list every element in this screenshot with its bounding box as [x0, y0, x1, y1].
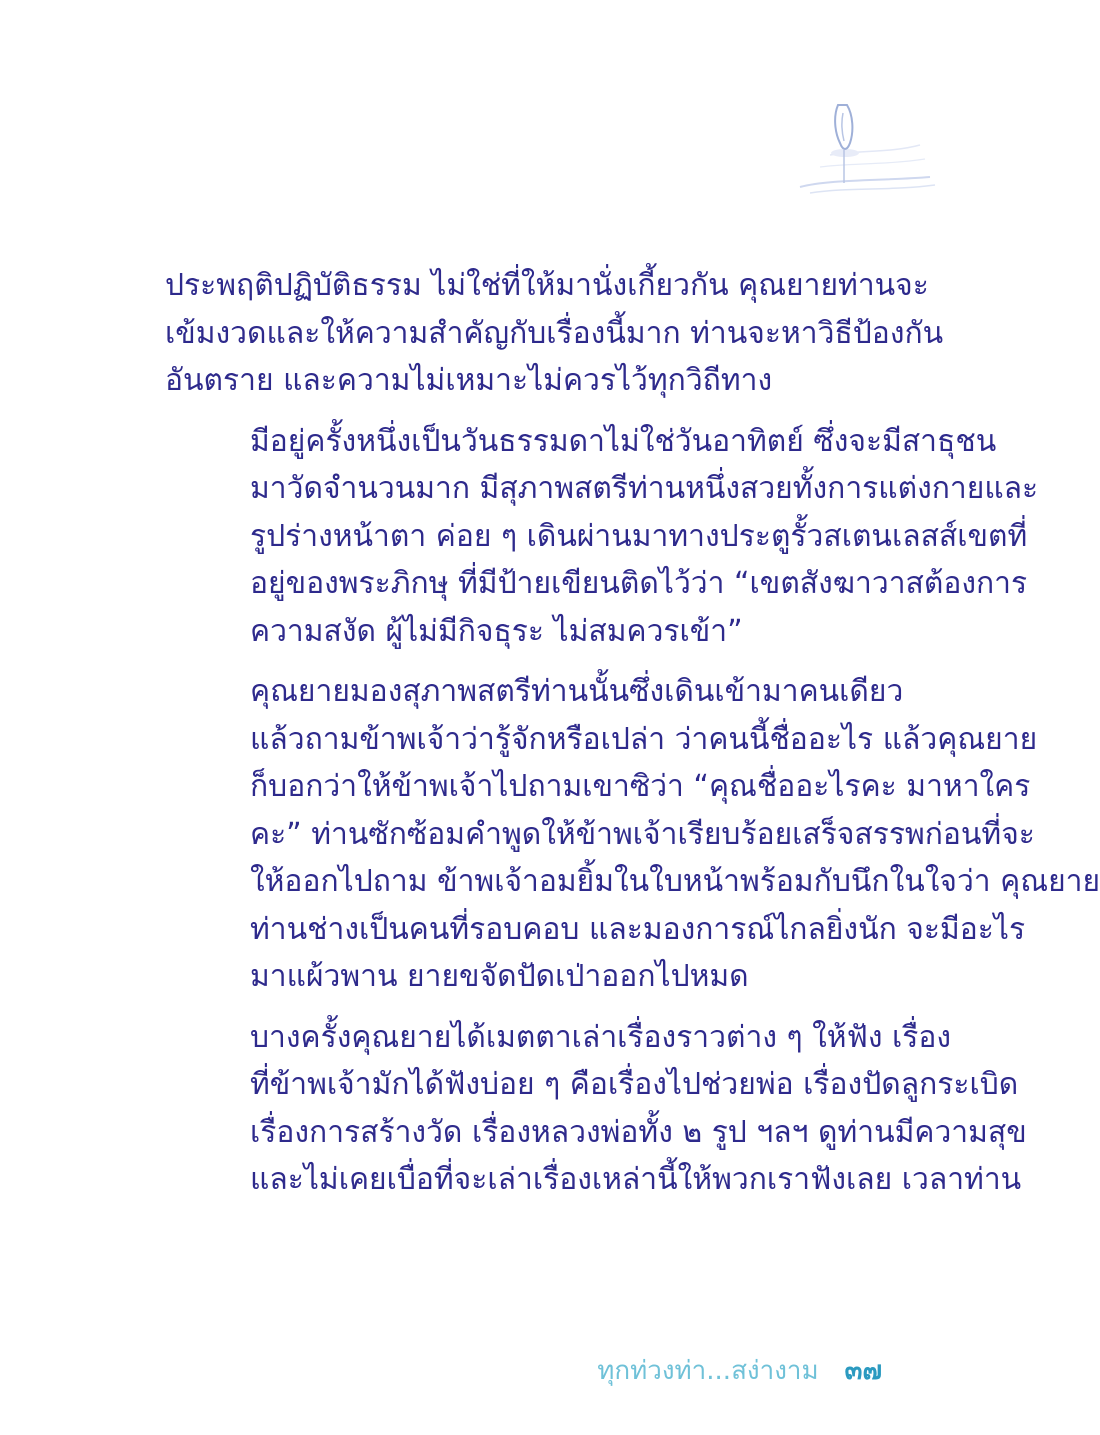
text-line: ก็บอกว่าให้ข้าพเจ้าไปถามเขาซิว่า “คุณชื่ออะไรคะ มาหาใคร	[250, 769, 1031, 804]
text-line: อันตราย และความไม่เหมาะไม่ควรไว้ทุกวิถีทาง	[165, 363, 773, 398]
text-line: อยู่ของพระภิกษุ ที่มีป้ายเขียนติดไว้ว่า “เขตสังฆาวาสต้องการ	[250, 566, 1028, 601]
footer-book-title: ทุกท่วงท่า...สง่างาม	[597, 1356, 819, 1386]
text-line: ให้ออกไปถาม ข้าพเจ้าอมยิ้มในใบหน้าพร้อมกับนึกในใจว่า คุณยาย	[250, 864, 1100, 899]
page-footer	[597, 1350, 882, 1391]
text-line: มีอยู่ครั้งหนึ่งเป็นวันธรรมดาไม่ใช่วันอาทิตย์ ซึ่งจะมีสาธุชน	[250, 423, 997, 459]
paragraph	[165, 668, 1100, 1001]
text-line: เรื่องการสร้างวัด เรื่องหลวงพ่อทั้ง ๒ รูป ฯลฯ ดูท่านมีความสุข	[250, 1114, 1027, 1150]
paragraph	[165, 1014, 1027, 1204]
text-line: มาแผ้วพาน ยายขจัดปัดเป่าออกไปหมด	[250, 959, 749, 994]
page-number: ๓๗	[844, 1356, 882, 1386]
text-line: แล้วถามข้าพเจ้าว่ารู้จักหรือเปล่า ว่าคนนี้ชื่ออะไร แล้วคุณยาย	[250, 721, 1038, 757]
text-line: รูปร่างหน้าตา ค่อย ๆ เดินผ่านมาทางประตูรั้วสเตนเลสส์เขตที่	[250, 518, 1028, 554]
text-line: และไม่เคยเบื่อที่จะเล่าเรื่องเหล่านี้ให้พวกเราฟังเลย เวลาท่าน	[250, 1162, 1022, 1197]
text-line: คะ” ท่านซักซ้อมคำพูดให้ข้าพเจ้าเรียบร้อยเสร็จสรรพก่อนที่จะ	[250, 816, 1035, 852]
body-text	[165, 262, 1100, 1217]
paragraph	[165, 262, 944, 405]
text-line: ที่ข้าพเจ้ามักได้ฟังบ่อย ๆ คือเรื่องไปช่วยพ่อ เรื่องปัดลูกระเบิด	[250, 1067, 1019, 1102]
text-line: คุณยายมองสุภาพสตรีท่านนั้นซึ่งเดินเข้ามาคนเดียว	[250, 674, 904, 709]
paragraph	[165, 418, 1039, 656]
text-line: มาวัดจำนวนมาก มีสุภาพสตรีท่านหนึ่งสวยทั้งการแต่งกายและ	[250, 471, 1039, 506]
text-line: ท่านช่างเป็นคนที่รอบคอบ และมองการณ์ไกลยิ่งนัก จะมีอะไร	[250, 911, 1026, 947]
text-line: ประพฤติปฏิบัติธรรม ไม่ใช่ที่ให้มานั่งเกี้ยวกัน คุณยายท่านจะ	[165, 268, 929, 303]
text-line: เข้มงวดและให้ความสำคัญกับเรื่องนี้มาก ท่านจะหาวิธีป้องกัน	[165, 315, 944, 351]
text-line: ความสงัด ผู้ไม่มีกิจธุระ ไม่สมควรเข้า”	[250, 613, 743, 649]
candle-icon	[790, 95, 940, 205]
text-line: บางครั้งคุณยายได้เมตตาเล่าเรื่องราวต่าง ๆ ให้ฟัง เรื่อง	[250, 1019, 952, 1055]
